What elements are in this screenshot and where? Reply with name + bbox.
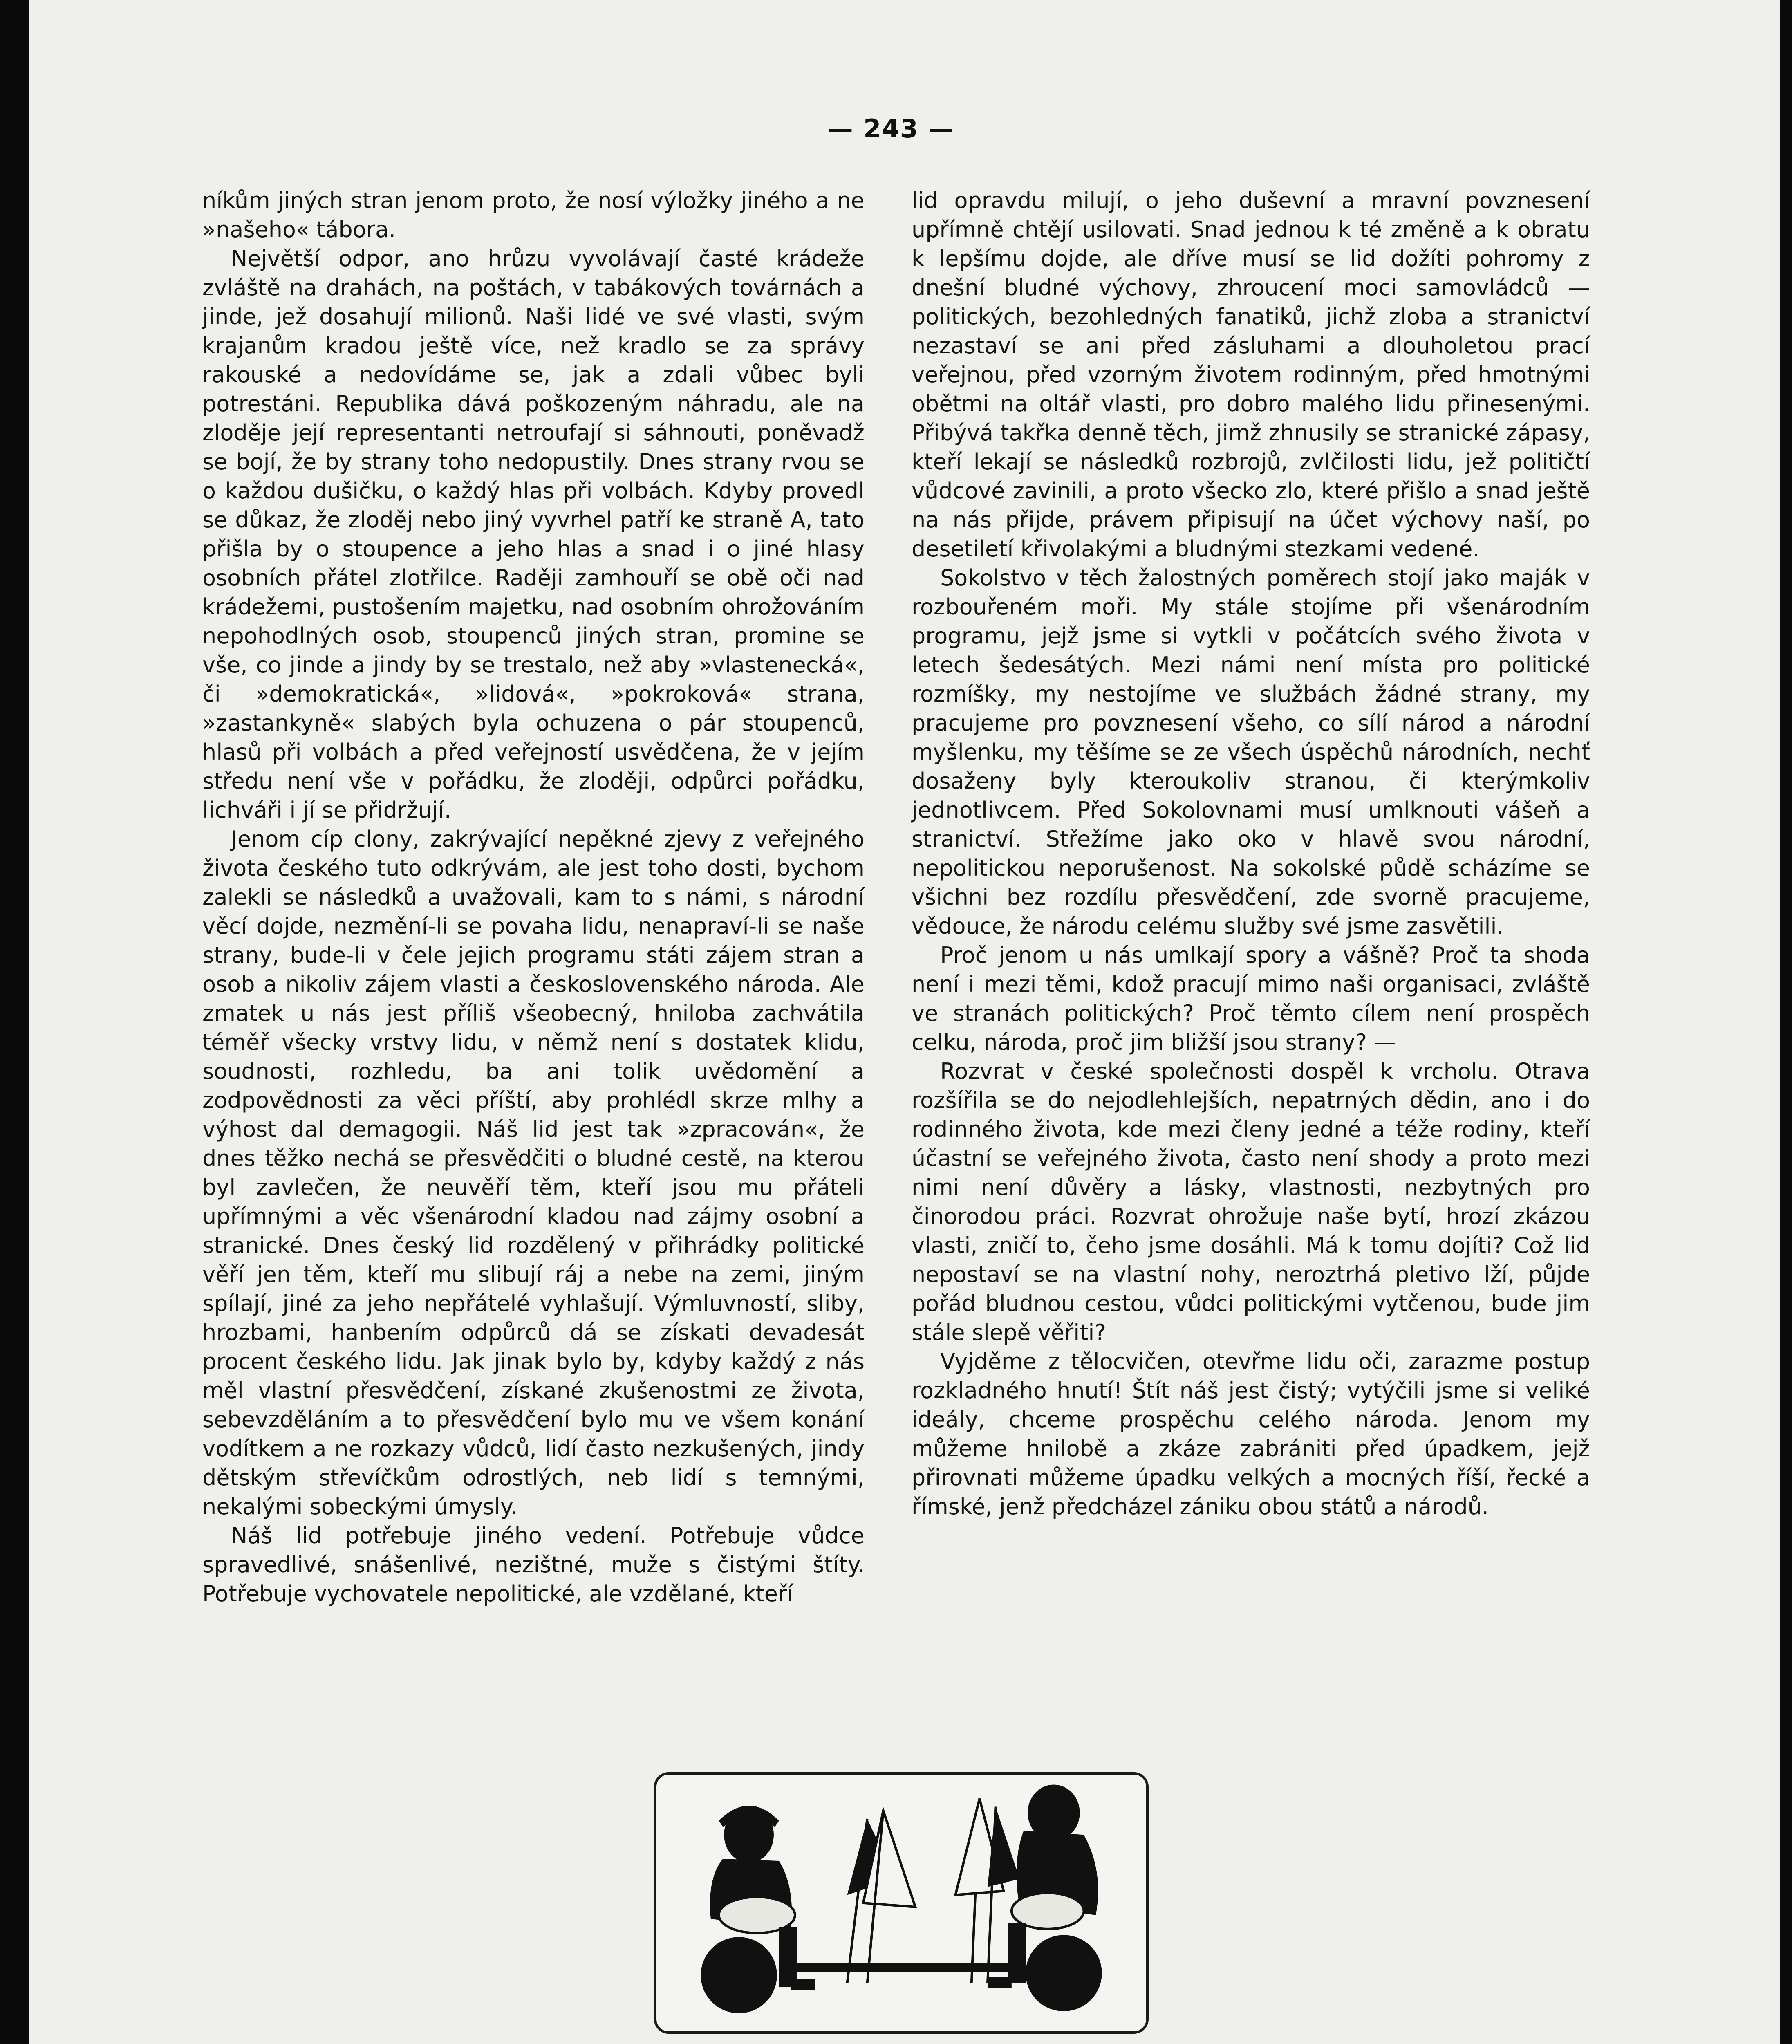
left-child-figure — [701, 1806, 815, 2013]
paragraph: níkům jiných stran jenom proto, že nosí výložky jiného a ne »našeho« tábora. — [202, 188, 865, 242]
paragraph: lid opravdu milují, o jeho duševní a mravní povznesení upřímně chtějí usilovati. Snad jednou k té změně a k obratu k lepšímu dojde, ale dříve musí se lid dožíti pohromy z dnešní bludné výchovy, zhroucení moci samovládců — politických, bezohledných fanatiků, jichž zloba a stranictví nezastaví se ani před zásluhami a dlouholetou prací veřejnou, před vzorným životem rodinným, před hmotnými obětmi na oltář vlasti, pro dobro malého lidu přinesenými. Přibývá takřka denně těch, jimž zhnusily se stranické zápasy, kteří lekají se následků rozbrojů, zvlčilosti lidu, jež političtí vůdcové zavinili, a proto všecko zlo, které přišlo a snad ještě na nás přijde, právem připisují na účet výchovy naší, po desetiletí křivolakými a bludnými stezkami vedené. — [912, 188, 1590, 562]
paragraph: Jenom cíp clony, zakrývající nepěkné zjevy z veřejného života českého tuto odkrývám, ale jest toho dosti, bychom zalekli se následků a uvažovali, kam to s námi, s národní věcí dojde, nezmění-li se povaha lidu, nenapraví-li se naše strany, bude-li v čele jejich programu státi zájem stran a osob a nikoliv zájem vlasti a československého národa. Ale zmatek u nás jest příliš všeobecný, hniloba zachvátila téměř všecky vrstvy lidu, v němž není s dostatek klidu, soudnosti, rozhledu, ba ani tolik uvědomění a zodpovědnosti za věci příští, aby prohlédl skrze mlhy a výhost dal demagogii. Náš lid jest tak »zpracován«, že dnes těžko nechá se přesvědčiti o bludné cestě, na kterou byl zavlečen, že neuvěří těm, kteří jsou mu přáteli upřímnými a věc všenárodní kladou nad zájmy osobní a stranické. Dnes český lid rozdělený v přihrádky politické věří jen těm, kteří mu slibují ráj a nebe na zemi, jiným spílají, jiné za jeho nepřátelé vyhlašují. Výmluvností, sliby, hrozbami, hanbením odpůrců dá se získati devadesát procent českého lidu. Jak jinak bylo by, kdyby každý z nás měl vlastní přesvědčení, získané zkušenostmi ze života, sebevzděláním a to přesvědčení bylo mu ve všem konání vodítkem a ne rozkazy vůdců, lidí často nezkušených, jindy dětským střevíčkům odrostlých, neb lidí s temnými, nekalými sobeckými úmysly. — [202, 826, 865, 1520]
page-number: — 243 — — [827, 114, 955, 143]
paragraph: Vyjděme z tělocvičen, otevřme lidu oči, zarazme postup rozkladného hnutí! Štít náš jest čistý; vytýčili jsme si veliké ideály, chceme prospěchu celého národa. Jenom my můžeme hnilobě a zkáze zabrániti před úpadkem, jejž přirovnati můžeme úpadku velkých a mocných říší, řecké a římské, jenž předcházel zániku obou států a národů. — [912, 1349, 1590, 1520]
scan-border-left — [0, 0, 29, 2044]
plank — [791, 1963, 1016, 1972]
right-child-figure — [988, 1785, 1102, 2011]
paragraph: Rozvrat v české společnosti dospěl k vrcholu. Otrava rozšířila se do nejodlehlejších, nepatrných dědin, ano i do rodinného života, kde mezi členy jedné a téže rodiny, kteří účastní se veřejného života, často není shody a proto mezi nimi není důvěry a lásky, vlastnosti, nezbytných pro činorodou práci. Rozvrat ohrožuje naše bytí, hrozí zkázou vlasti, zničí to, čeho jsme dosáhli. Má k tomu dojíti? Což lid nepostaví se na vlastní nohy, neroztrhá pletivo lží, půjde pořád bludnou cestou, vůdci politickými vytčenou, bude jim stále slepě věřiti? — [912, 1058, 1590, 1345]
paragraph: Sokolstvo v těch žalostných poměrech stojí jako maják v rozbouřeném moři. My stále stojíme při všenárodním programu, jejž jsme si vytkli v počátcích svého života v letech šedesátých. Mezi námi není místa pro politické rozmíšky, my nestojíme ve službách žádné strany, my pracujeme pro povznesení všeho, co sílí národ a národní myšlenku, my těšíme se ze všech úspěchů národních, nechť dosaženy byly kteroukoliv stranou, či kterýmkoliv jednotlivcem. Před Sokolovnami musí umlknouti vášeň a stranictví. Střežíme jako oko v hlavě svou národní, nepolitickou neporušenost. Na sokolské půdě scházíme se všichni bez rozdílu přesvědčení, zde svorně pracujeme, vědouce, že národu celému služby své jsme zasvětili. — [912, 565, 1590, 939]
illustration-drawing — [656, 1775, 1146, 2031]
paragraph: Proč jenom u nás umlkají spory a vášně? Proč ta shoda není i mezi těmi, kdož pracují mimo naši organisaci, zvláště ve stranách politických? Proč těmto cílem není prospěch celku, národa, proč jim bližší jsou strany? — — [912, 942, 1590, 1055]
two-children-with-flags-illustration — [654, 1772, 1149, 2034]
paragraph: Náš lid potřebuje jiného vedení. Potřebuje vůdce spravedlivé, snášenlivé, nezištné, muže s čistými štíty. Potřebuje vychovatele nepolitické, ale vzdělané, kteří — [202, 1523, 865, 1607]
left-column — [202, 186, 865, 1608]
right-column — [912, 186, 1590, 1521]
paragraph: Největší odpor, ano hrůzu vyvolávají časté krádeže zvláště na drahách, na poštách, v tabákových továrnách a jinde, jež dosahují milionů. Naši lidé ve své vlasti, svým krajanům kradou ještě více, než kradlo se za správy rakouské a nedovídáme se, jak a zdali vůbec byli potrestáni. Republika dává poškozeným náhradu, ale na zloděje její representanti netroufají si sáhnouti, poněvadž se bojí, že by strany toho nedopustily. Dnes strany rvou se o každou dušičku, o každý hlas při volbách. Kdyby provedl se důkaz, že zloděj nebo jiný vyvrhel patří ke straně A, tato přišla by o stoupence a jeho hlas a snad i o jiné hlasy osobních přátel zlotřilce. Raději zamhouří se obě oči nad krádežemi, pustošením majetku, nad osobním ohrožováním nepohodlných osob, stoupenců jiných stran, promine se vše, co jinde a jindy by se trestalo, než aby »vlastenecká«, či »demokratická«, »lidová«, »pokroková« strana, »zastankyně« slabých byla ochuzena o pár stoupenců, hlasů při volbách a před veřejností usvědčena, že v jejím středu není vše v pořádku, že zloději, odpůrci pořádku, lichváři i jí se přidržují. — [202, 246, 865, 823]
left-flags — [847, 1811, 916, 1983]
scan-border-right — [1780, 0, 1792, 2044]
